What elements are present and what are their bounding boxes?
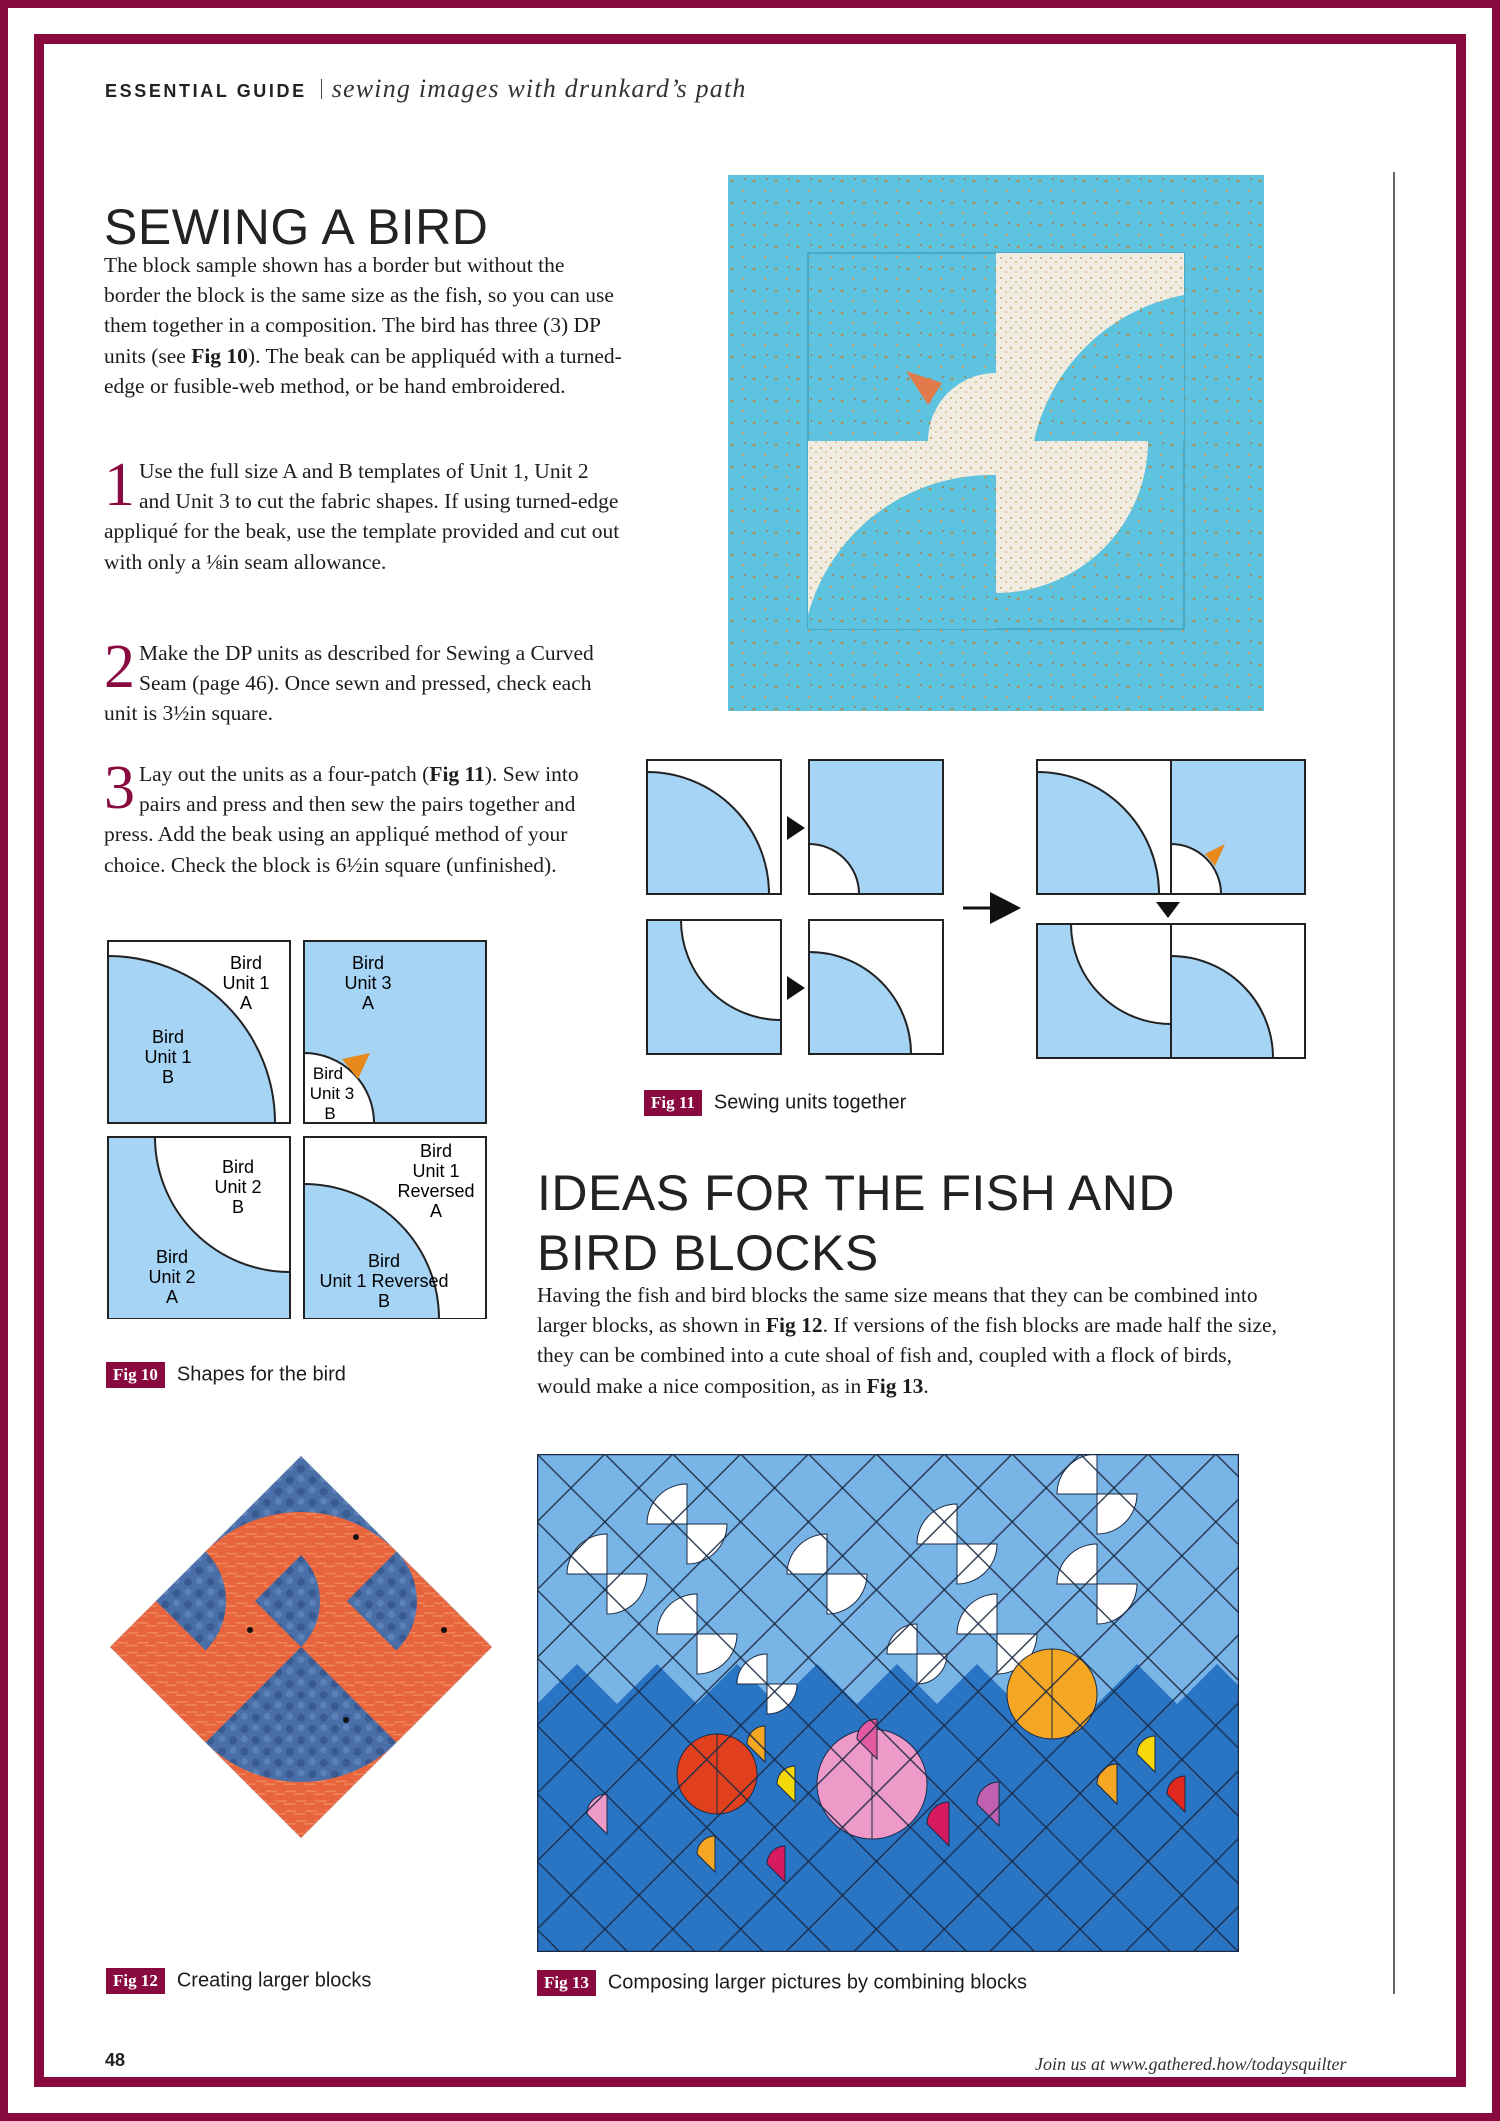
fig11-caption [644,1090,906,1116]
fig11-right-group [1037,760,1305,1058]
bird-intro-paragraph: The block sample shown has a border but without the border the block is the same size as the fish, so you can use them together in a composition. The bird has three (3) DP units (see Fig 10). The beak can be appliquéd with a turned-edge or fusible-web method, or be hand embroidered. [104,253,622,398]
fig10-u1rb-line3: B [377,1291,391,1311]
fig12-tag: Fig 12 [106,1968,165,1994]
fig11-arrow-small-1 [787,816,805,840]
fig10-u1ra-line4: A [429,1201,443,1221]
fig10-u2a-line2: Unit 2 [148,1267,196,1287]
step-1-text: Use the full size A and B templates of Unit 1, Unit 2 and Unit 3 to cut the fabric shapes. If using turned-edge appliqué for the beak, use the template provided and cut out with only a ⅛in seam allowance. [104,459,620,574]
fig11-arrow-down [1156,902,1180,918]
running-header [105,74,747,104]
step-1 [104,451,624,577]
header-separator [321,79,322,99]
fig12-caption [106,1968,371,1994]
fig10-u2a-line3: A [165,1287,179,1307]
fig10-u3a-line3: A [361,993,375,1013]
fig12-caption-text: Creating larger blocks [176,1969,372,1992]
bird-block-photo [728,175,1264,711]
fig10-tag: Fig 10 [106,1362,165,1388]
ideas-paragraph: Having the fish and bird blocks the same size means that they can be combined into larger blocks, as shown in Fig 12. If versions of the fish blocks are made half the size, they can be combined into a cute shoal of fish and, coupled with a flock of birds, would make a nice composition, as in Fig 13. [537,1283,1277,1398]
fig10-u3a-line1: Bird [351,953,385,973]
footer-join-link[interactable]: Join us at www.gathered.how/todaysquilter [1035,2054,1347,2074]
fig10-u2b-line1: Bird [221,1157,255,1177]
fig10-unit2 [108,1137,290,1319]
fig10-u1ra-line3: Reversed [397,1181,475,1201]
step-2 [104,633,624,729]
fig10-u3b-line2: Unit 3 [309,1084,355,1103]
fig10-u3b-line3: B [324,1104,336,1123]
fig10-u1a-line2: Unit 1 [222,973,270,993]
header-subtitle: sewing images with drunkard’s path [331,74,747,103]
fig10-unit1 [108,941,290,1123]
fig10-u1ra-line1: Bird [419,1141,453,1161]
fig13-diagram [537,1454,1239,1952]
fig10-u3a-line2: Unit 3 [344,973,392,993]
fig10-diagram [106,939,490,1319]
fig10-u1ra-line2: Unit 1 [412,1161,460,1181]
step-3-text: Lay out the units as a four-patch (Fig 11). Sew into pairs and press and then sew the pairs together and press. Add the beak using an appliqué method of your choice. Check the block is 6½in square (unfinished). [104,762,579,877]
section-title-ideas-line1: IDEAS FOR THE FISH AND [537,1165,1175,1221]
fig13-tag: Fig 13 [537,1970,596,1996]
fig10-u1b-line3: B [161,1067,175,1087]
fig11-caption-text: Sewing units together [713,1091,907,1114]
fig10-u2b-line2: Unit 2 [214,1177,262,1197]
fig10-unit3 [304,941,486,1123]
fig13-caption-text: Composing larger pictures by combining blocks [607,1971,1027,1994]
fig10-u2a-line1: Bird [155,1247,189,1267]
fig10-u1a-line3: A [239,993,253,1013]
fig10-u1b-line2: Unit 1 [144,1047,192,1067]
fig10-u2b-line3: B [231,1197,245,1217]
step-1-number: 1 [104,451,135,519]
step-2-text: Make the DP units as described for Sewing a Curved Seam (page 46). Once sewn and pressed, check each unit is 3½in square. [104,641,594,726]
header-section: ESSENTIAL GUIDE [105,81,307,101]
fig10-unit1-reversed [304,1137,486,1319]
fig10-caption-text: Shapes for the bird [176,1363,346,1386]
step-3-number: 3 [104,754,135,822]
column-rule [1393,172,1395,1994]
fig11-arrow-small-2 [787,976,805,1000]
section-title-ideas-line2: BIRD BLOCKS [537,1225,879,1281]
section-title-bird: SEWING A BIRD [104,199,489,255]
fig11-left-group [647,760,943,1054]
fig12-diagram [106,1452,496,1842]
fig10-u1a-line1: Bird [229,953,263,973]
page-number: 48 [105,2050,126,2070]
fig10-u3b-line1: Bird [312,1064,344,1083]
fig11-arrow-right [963,892,1021,924]
fig10-caption [106,1362,346,1388]
fig10-u1rb-line2: Unit 1 Reversed [319,1271,449,1291]
fig13-grid [537,1454,1239,1952]
step-2-number: 2 [104,633,135,701]
fig13-caption [537,1970,1027,1996]
step-3 [104,754,624,880]
fig10-u1rb-line1: Bird [367,1251,401,1271]
fig11-tag: Fig 11 [644,1090,702,1116]
fig11-diagram [645,756,1311,1062]
fig10-u1b-line1: Bird [151,1027,185,1047]
